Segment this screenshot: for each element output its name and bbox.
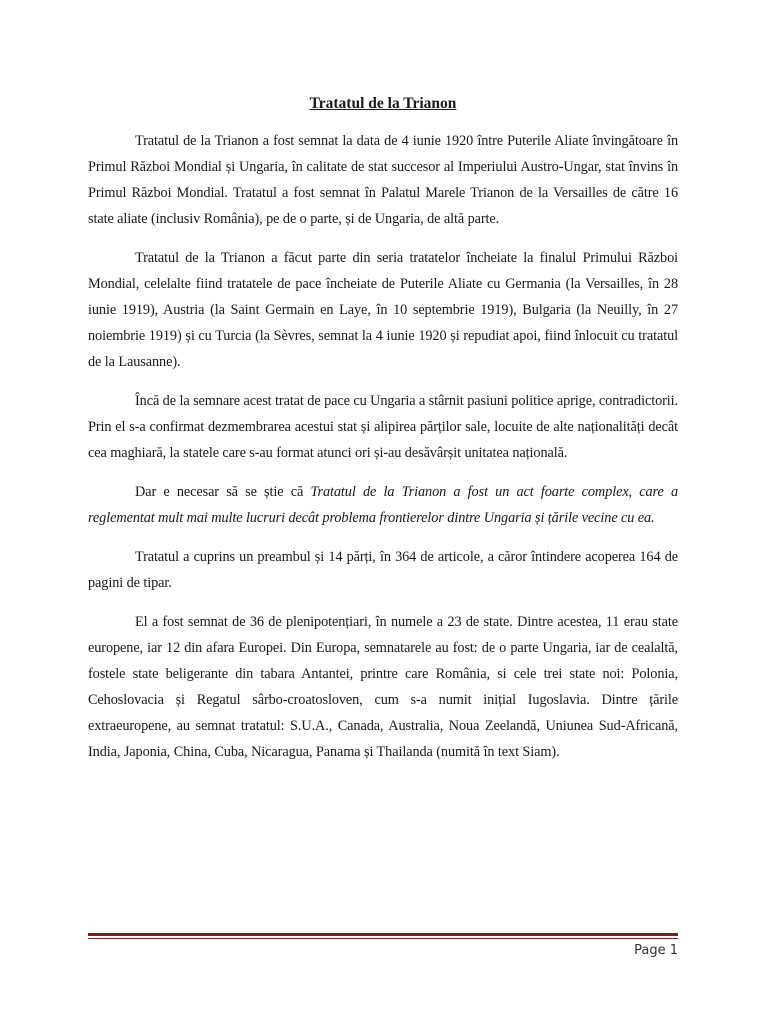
paragraph-1: Tratatul de la Trianon a fost semnat la data de 4 iunie 1920 între Puterile Aliate învingătoare în Primul Război Mondial și Ungaria, în calitate de stat succesor al Imperiului Austro-Ungar, stat învins în Primul Război Mondial. Tratatul a fost semnat în Palatul Marele Trianon de la Versailles de către 16 state aliate (inclusiv România), pe de o parte, și de Ungaria, de altă parte. [88,133,678,227]
paragraph-3: Încă de la semnare acest tratat de pace cu Ungaria a stârnit pasiuni politice aprige, contradictorii. Prin el s-a confirmat dezmembrarea acestui stat și alipirea părților sale, locuite de alte naționalități decât cea maghiară, la statele care s-au format atunci ori și-au desăvârșit unitatea națională. [88,393,678,461]
footer-rule-thick [88,933,678,936]
page-number: Page 1 [634,943,678,958]
footer-rule [88,933,678,939]
paragraph-4-italic: Tratatul de la Trianon a fost un act foarte complex, care a reglementat mult mai multe lucruri decât problema frontierelor dintre Ungaria și țările vecine cu ea. [88,484,678,526]
paragraph-6: El a fost semnat de 36 de plenipotențiari, în numele a 23 de state. Dintre acestea, 11 erau state europene, iar 12 din afara Europei. Din Europa, semnatarele au fost: de o parte Ungaria, iar de cealaltă, fostele state beligerante din tabara Antantei, printre care România, si cele trei state noi: Polonia, Cehoslovacia și Regatul sârbo-croatosloven, cum s-a numit inițial Iugoslavia. Dintre țările extraeuropene, au semnat tratatul: S.U.A., Canada, Australia, Noua Zeelandă, Uniunea Sud-Africană, India, Japonia, China, Cuba, Nicaragua, Panama și Thailanda (numită în text Siam). [88,614,678,760]
paragraph-4-normal: Dar e necesar să se știe că [135,484,311,500]
paragraph-4 [88,479,678,531]
document-body [88,92,678,778]
document-title: Tratatul de la Trianon [309,95,457,112]
paragraph-2: Tratatul de la Trianon a făcut parte din seria tratatelor încheiate la finalul Primului Război Mondial, celelalte fiind tratatele de pace încheiate de Puterile Aliate cu Germania (la Versailles, în 28 iunie 1919), Austria (la Saint Germain en Laye, în 10 septembrie 1919), Bulgaria (la Neuilly, în 27 noiembrie 1919) și cu Turcia (la Sèvres, semnat la 4 iunie 1920 și repudiat apoi, fiind înlocuit cu tratatul de la Lausanne). [88,250,678,370]
paragraph-5: Tratatul a cuprins un preambul și 14 părți, în 364 de articole, a căror întindere acoperea 164 de pagini de tipar. [88,549,678,591]
footer-rule-thin [88,938,678,939]
